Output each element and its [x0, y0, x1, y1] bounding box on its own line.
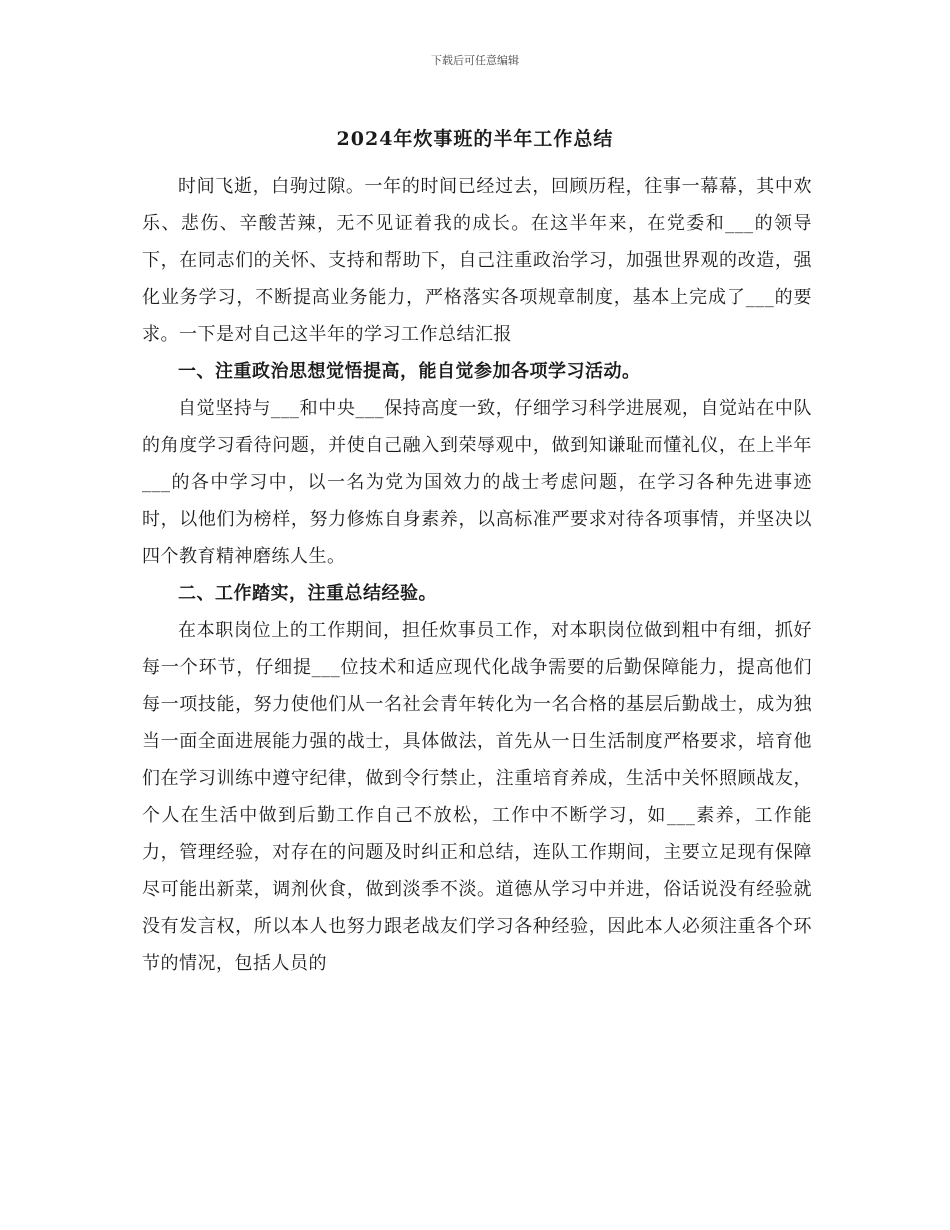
paragraph-section-1: 自觉坚持与___和中央___保持高度一致，仔细学习科学进展观，自觉站在中队的角度学习看待问题，并使自己融入到荣辱观中，做到知谦耻而懂礼仪，在上半年___的各中学习中，以一名为党为国效力的战士考虑问题，在学习各种先进事迹时，以他们为榜样，努力修炼自身素养，以高标准严要求对待各项事情，并坚决以四个教育精神磨练人生。	[142, 398, 812, 567]
document-title: 2024年炊事班的半年工作总结	[336, 128, 614, 150]
paragraph-section-2: 在本职岗位上的工作期间，担任炊事员工作，对本职岗位做到粗中有细，抓好每一个环节，仔细提___位技术和适应现代化战争需要的后勤保障能力，提高他们每一项技能，努力使他们从一名社会青年转化为一名合格的基层后勤战士，成为独当一面全面进展能力强的战士，具体做法，首先从一日生活制度严格要求，培育他们在学习训练中遵守纪律，做到令行禁止，注重培育养成，生活中关怀照顾战友，个人在生活中做到后勤工作自己不放松，工作中不断学习，如___素养，工作能力，管理经验，对存在的问题及时纠正和总结，连队工作期间，主要立足现有保障尽可能出新菜，调剂伙食，做到淡季不淡。道德从学习中并进，俗话说没有经验就没有发言权，所以本人也努力跟老战友们学习各种经验，因此本人必须注重各个环节的情况，包括人员的	[142, 620, 812, 974]
paragraph-intro: 时间飞逝，白驹过隙。一年的时间已经过去，回顾历程，往事一幕幕，其中欢乐、悲伤、辛酸苦辣，无不见证着我的成长。在这半年来，在党委和___的领导下，在同志们的关怀、支持和帮助下，自己注重政治学习，加强世界观的改造，强化业务学习，不断提高业务能力，严格落实各项规章制度，基本上完成了___的要求。一下是对自己这半年的学习工作总结汇报	[142, 176, 812, 345]
section-heading-1: 一、注重政治思想觉悟提高，能自觉参加各项学习活动。	[178, 361, 641, 382]
header-note: 下载后可任意编辑	[431, 54, 519, 67]
section-heading-2: 二、工作踏实，注重总结经验。	[178, 583, 437, 604]
document-body	[142, 168, 812, 982]
